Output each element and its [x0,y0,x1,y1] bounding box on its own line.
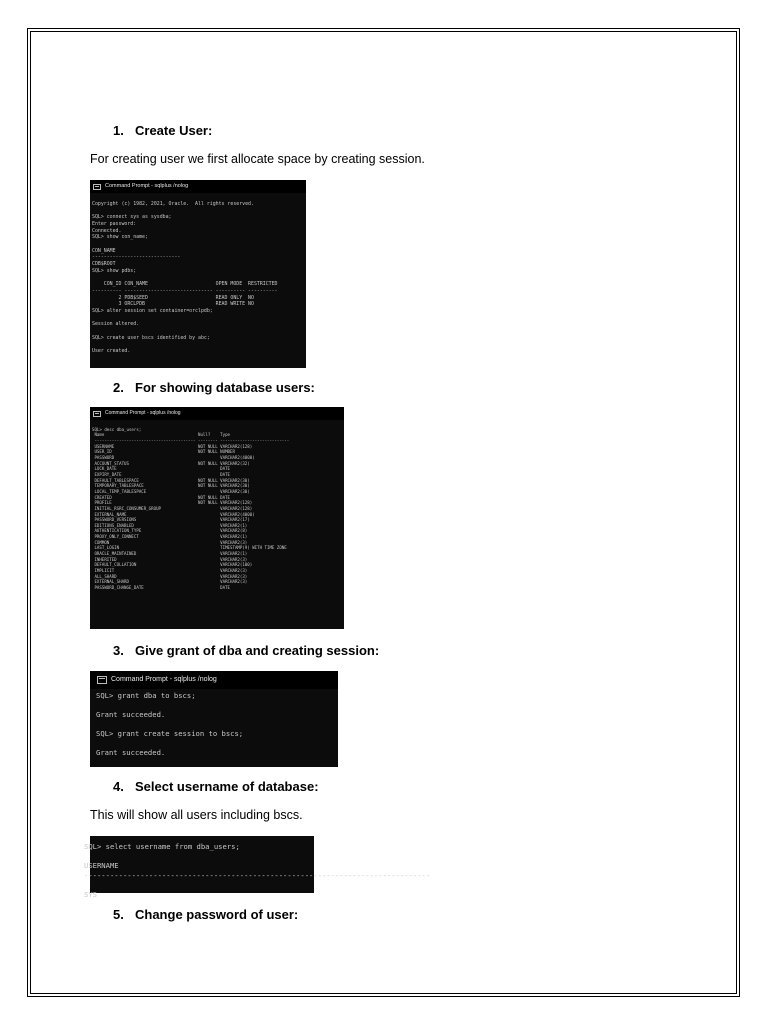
console-line [96,701,332,711]
console-line: ---------- ------------------------------ ---------- ---------- [92,287,278,294]
section-number: 4. [113,779,124,794]
console-line: EXTERNAL_SHARD VARCHAR2(3) [92,579,248,585]
console-body [90,420,344,592]
section-heading-1 [113,123,212,138]
console-line: SQL> grant create session to bscs; [96,729,244,738]
console-line: TEMPORARY_TABLESPACE NOT NULL VARCHAR2(30) [92,483,250,489]
console-line: EXTERNAL_NAME VARCHAR2(4000) [92,511,255,517]
console-line: User created. [92,348,131,355]
console-line: USERNAME [84,861,119,870]
console-line: CON_ID CON_NAME OPEN MODE RESTRICTED [92,281,278,288]
console-create-user [90,180,306,368]
console-grant [90,671,338,767]
section-title: Create User: [135,123,213,138]
console-line: PASSWORD VARCHAR2(4000) [92,454,255,460]
console-line: 3 ORCLPDB READ WRITE NO [92,301,254,308]
section-heading-3 [113,643,379,658]
console-body [90,689,338,760]
console-line [92,341,304,348]
console-titlebar [90,180,306,193]
console-line: Grant succeeded. [96,710,166,719]
console-titlebar [90,671,338,689]
console-line: EXPIRY_DATE DATE [92,471,231,477]
console-line [84,852,314,862]
console-line: SQL> show pdbs; [92,267,137,274]
console-line: INHERITED VARCHAR2(3) [92,556,248,562]
section-heading-4 [113,779,319,794]
console-line: INITIAL_RSRC_CONSUMER_GROUP VARCHAR2(128) [92,505,253,511]
console-title: Command Prompt - sqlplus /nolog [105,183,189,190]
section-title: Select username of database: [135,779,319,794]
cmd-icon [97,676,107,684]
console-line: CON_NAME [92,247,116,254]
section-heading-2 [113,380,315,395]
console-body [84,836,431,899]
console-line: PROFILE NOT NULL VARCHAR2(128) [92,500,253,506]
console-line [92,207,304,214]
section-number: 5. [113,907,124,922]
paragraph-select-username: This will show all users including bscs. [90,808,303,822]
section-title: Give grant of dba and creating session: [135,643,380,658]
console-line [92,274,304,281]
console-line: AUTHENTICATION_TYPE VARCHAR2(8) [92,528,248,534]
console-line: USER_ID NOT NULL NUMBER [92,449,235,455]
console-line: SQL> show con_name; [92,234,148,241]
console-line: Copyright (c) 1982, 2021, Oracle. All rights reserved. [92,200,254,207]
section-title: For showing database users: [135,380,315,395]
console-line: ----------------------------------------- -------- ---------------------------- [92,437,290,443]
console-line: DEFAULT_TABLESPACE NOT NULL VARCHAR2(30) [92,477,250,483]
console-line: CDB$ROOT [92,261,116,268]
console-line: PASSWORD_CHANGE_DATE DATE [92,585,231,591]
console-line: CREATED NOT NULL DATE [92,494,231,500]
console-line: LAST_LOGIN TIMESTAMP(9) WITH TIME ZONE [92,545,287,551]
console-line [92,328,304,335]
console-line: Session altered. [92,321,140,328]
section-number: 1. [113,123,124,138]
console-line: SQL> alter session set container=orclpdb; [92,307,213,314]
console-line: -------------------------------------------------------------------------------- [84,870,431,880]
console-line: DEFAULT_COLLATION VARCHAR2(100) [92,562,253,568]
console-line: SYS [84,889,97,899]
console-line: Enter password: [92,220,137,227]
console-select-username [84,836,431,899]
console-line: ACCOUNT_STATUS NOT NULL VARCHAR2(32) [92,460,250,466]
console-line: SQL> create user bscs identified by abc; [92,334,210,341]
console-line [92,315,304,322]
console-line: Connected. [92,227,122,234]
console-body [90,193,306,356]
console-line: ALL_SHARD VARCHAR2(3) [92,573,248,579]
console-title: Command Prompt - sqlplus /nolog [105,409,181,416]
console-line: EDITIONS_ENABLED VARCHAR2(1) [92,522,248,528]
console-line: LOCAL_TEMP_TABLESPACE VARCHAR2(30) [92,488,250,494]
cmd-icon [93,184,101,190]
console-line: SQL> desc dba_users; [92,426,142,432]
section-title: Change password of user: [135,907,299,922]
console-line: Grant succeeded. [96,748,166,757]
console-line: LOCK_DATE DATE [92,466,231,472]
console-line: SQL> grant dba to bscs; [96,691,196,700]
console-line: USERNAME NOT NULL VARCHAR2(128) [92,443,253,449]
console-line: SQL> select username from dba_users; [84,842,240,851]
section-number: 2. [113,380,124,395]
paragraph-create-user: For creating user we first allocate space by creating session. [90,152,425,166]
console-line: IMPLICIT VARCHAR2(3) [92,568,248,574]
console-line: PASSWORD_VERSIONS VARCHAR2(17) [92,517,250,523]
console-line: COMMON VARCHAR2(3) [92,539,248,545]
cmd-icon [93,411,101,417]
console-line: PROXY_ONLY_CONNECT VARCHAR2(1) [92,534,248,540]
console-line [92,194,304,201]
console-line: 2 PDB$SEED READ ONLY NO [92,294,254,301]
console-line: ORACLE_MAINTAINED VARCHAR2(1) [92,551,248,557]
console-dba-users [90,407,344,629]
console-line [96,720,332,730]
console-line: SQL> connect sys as sysdba; [92,214,172,221]
section-heading-5 [113,907,298,922]
console-line: ------------------------------ [92,254,181,261]
console-line [92,241,304,248]
console-line [84,880,314,890]
console-title: Command Prompt - sqlplus /nolog [111,676,217,684]
section-number: 3. [113,643,124,658]
console-line [96,739,332,749]
console-line: Name Null? Type [92,432,231,438]
console-titlebar [90,407,344,420]
